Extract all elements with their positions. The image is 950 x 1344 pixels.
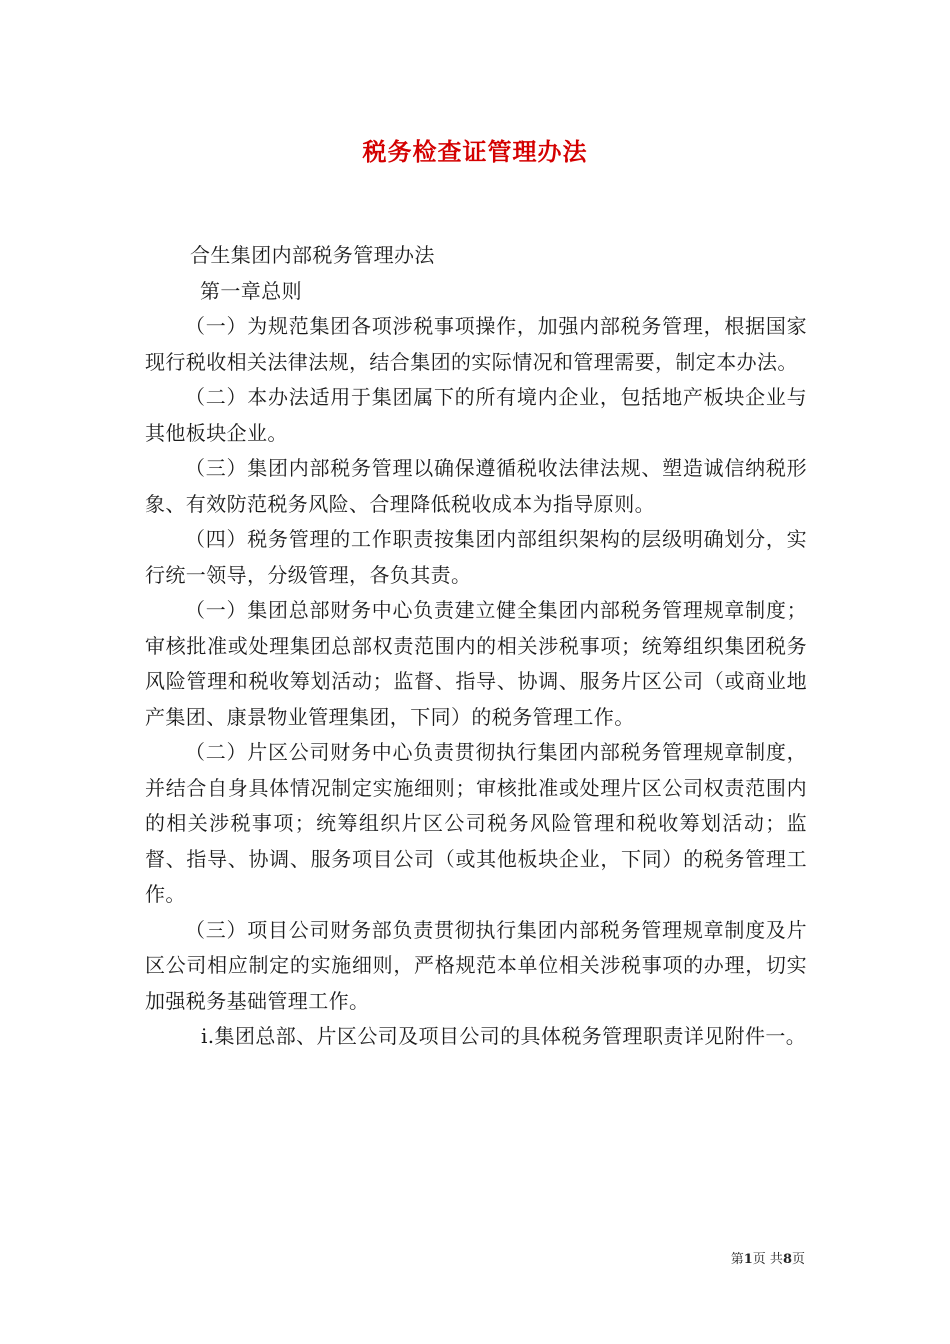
paragraph-4: （四）税务管理的工作职责按集团内部组织架构的层级明确划分，实行统一领导，分级管理，各负其责。	[145, 527, 807, 587]
chapter-heading: 第一章总则	[200, 278, 302, 303]
paragraph-2: （二）本办法适用于集团属下的所有境内企业，包括地产板块企业与其他板块企业。	[145, 385, 807, 445]
paragraph-7: （三）项目公司财务部负责贯彻执行集团内部税务管理规章制度及片区公司相应制定的实施细则，严格规范本单位相关涉税事项的办理，切实加强税务基础管理工作。	[145, 917, 807, 1013]
paragraph-3: （三）集团内部税务管理以确保遵循税收法律法规、塑造诚信纳税形象、有效防范税务风险、合理降低税收成本为指导原则。	[145, 456, 807, 516]
footer-suffix: 页	[791, 1252, 805, 1267]
paragraph-6: （二）片区公司财务中心负责贯彻执行集团内部税务管理规章制度，并结合自身具体情况制定实施细则；审核批准或处理片区公司权责范围内的相关涉税事项；统筹组织片区公司税务风险管理和税收筹划活动；监督、指导、协调、服务项目公司（或其他板块企业，下同）的税务管理工作。	[145, 740, 807, 906]
document-title: 税务检查证管理办法	[362, 137, 588, 166]
document-subtitle: 合生集团内部税务管理办法	[190, 243, 435, 267]
footer-current-page: 1	[743, 1252, 753, 1267]
paragraph-1: （一）为规范集团各项涉税事项操作，加强内部税务管理，根据国家现行税收相关法律法规，结合集团的实际情况和管理需要，制定本办法。	[145, 314, 807, 374]
page-number-footer	[731, 1248, 805, 1267]
footer-total-pages: 8	[782, 1252, 792, 1267]
footer-middle: 页 共	[752, 1252, 783, 1267]
footer-prefix: 第	[730, 1252, 744, 1267]
paragraph-8: i.集团总部、片区公司及项目公司的具体税务管理职责详见附件一。	[201, 1024, 807, 1048]
paragraph-5: （一）集团总部财务中心负责建立健全集团内部税务管理规章制度；审核批准或处理集团总部权责范围内的相关涉税事项；统筹组织集团税务风险管理和税收筹划活动；监督、指导、协调、服务片区公司（或商业地产集团、康景物业管理集团，下同）的税务管理工作。	[145, 598, 807, 729]
document-body	[145, 238, 807, 1055]
